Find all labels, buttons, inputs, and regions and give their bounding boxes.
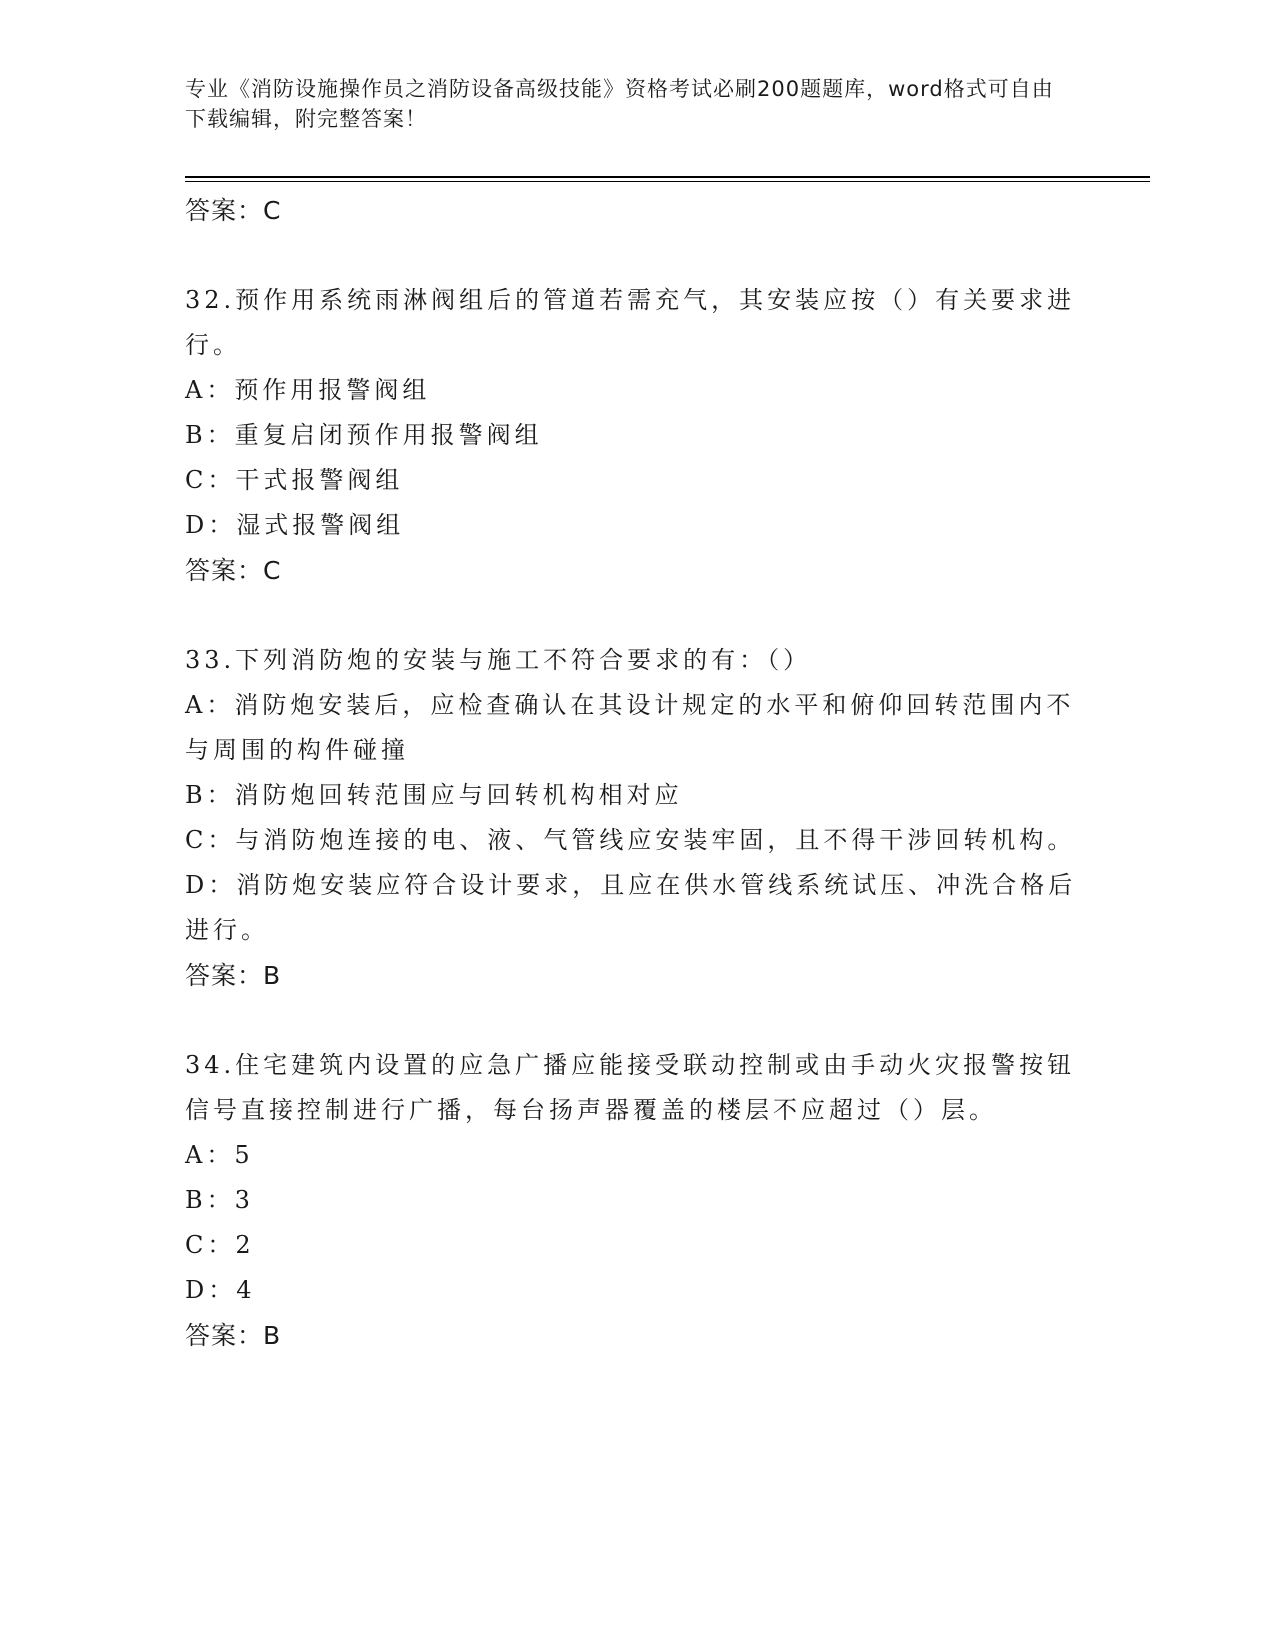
document-header: 专业《消防设施操作员之消防设备高级技能》资格考试必刷200题题库，word格式可自由下载编辑，附完整答案！: [185, 77, 1054, 131]
option-b: B：消防炮回转范围应与回转机构相对应: [185, 781, 683, 809]
header-divider-thick: [185, 176, 1150, 178]
spacer: [185, 998, 1085, 1043]
option-b: B：3: [185, 1186, 254, 1214]
spacer: [185, 593, 1085, 638]
option-c: C：与消防炮连接的电、液、气管线应安装牢固，且不得干涉回转机构。: [185, 826, 1076, 854]
answer-label: 答案：B: [185, 1321, 282, 1350]
option-d: D：消防炮安装应符合设计要求，且应在供水管线系统试压、冲洗合格后进行。: [185, 871, 1077, 944]
question-content: [185, 188, 1085, 1358]
option-c: C：2: [185, 1231, 255, 1259]
previous-answer: 答案：C: [185, 196, 282, 225]
option-b: B：重复启闭预作用报警阀组: [185, 421, 543, 449]
question-32: [185, 278, 1085, 593]
header-divider-thin: [185, 181, 1150, 182]
spacer: [185, 233, 1085, 278]
question-34: [185, 1043, 1085, 1358]
question-stem: 32.预作用系统雨淋阀组后的管道若需充气，其安装应按（）有关要求进行。: [185, 286, 1076, 359]
answer-label: 答案：B: [185, 961, 282, 990]
question-stem: 34.住宅建筑内设置的应急广播应能接受联动控制或由手动火灾报警按钮信号直接控制进行广播，每台扬声器覆盖的楼层不应超过（）层。: [185, 1051, 1076, 1124]
option-a: A：消防炮安装后，应检查确认在其设计规定的水平和俯仰回转范围内不与周围的构件碰撞: [185, 691, 1075, 764]
option-c: C：干式报警阀组: [185, 466, 404, 494]
option-a: A：预作用报警阀组: [185, 376, 431, 404]
option-a: A：5: [185, 1141, 254, 1169]
option-d: D：湿式报警阀组: [185, 511, 405, 539]
question-stem: 33.下列消防炮的安装与施工不符合要求的有：（）: [185, 646, 812, 674]
answer-label: 答案：C: [185, 556, 282, 585]
question-33: [185, 638, 1085, 998]
option-d: D：4: [185, 1276, 256, 1304]
